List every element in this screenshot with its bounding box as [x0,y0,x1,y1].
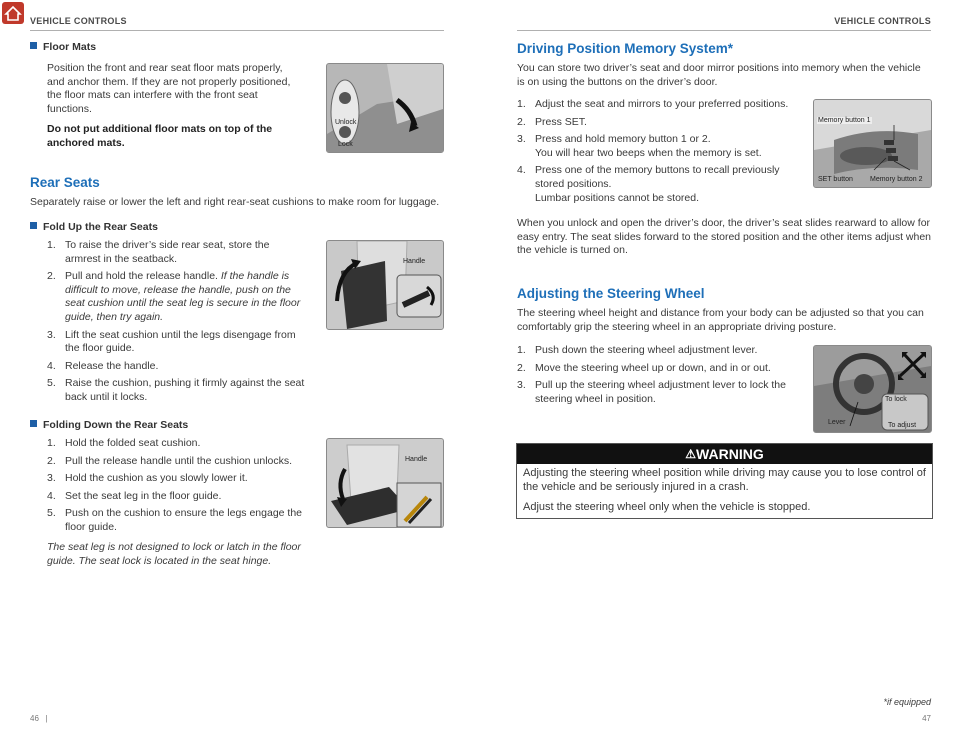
list-item: 5. Push on the cushion to ensure the legs engage the floor guide. [47,507,303,533]
warning-triangle-icon: ⚠ [685,447,697,461]
rear-seats-intro: Separately raise or lower the left and right rear-seat cushions to make room for luggage. [30,196,440,208]
floor-mats-text: Position the front and rear seat floor mats properly, and anchor them. If they are not properly positioned, the floor mats can interfere with the front seat functions. [47,62,291,115]
header-right: VEHICLE CONTROLS [834,16,931,26]
fold-down-steps [47,437,305,539]
list-item: 3. Lift the seat cushion until the legs disengage from the floor guide. [47,328,296,355]
warning-box [516,443,933,519]
steering-steps [517,344,799,410]
memory-intro: You can store two driver’s seat and door mirror positions into memory when the vehicle is on using the buttons on the driver’s door. [517,62,921,88]
fold-up-handle-label: Handle [403,258,426,265]
unlock-label: Unlock [335,119,357,126]
floor-mats-heading: Floor Mats [30,41,96,53]
list-item: 4. Set the seat leg in the floor guide. [47,489,222,502]
fold-down-heading: Folding Down the Rear Seats [30,419,188,431]
steering-intro: The steering wheel height and distance from your body can be adjusted so that you can comfortably grip the steering wheel in an appropriate driving posture. [517,307,924,333]
header-divider-right [517,30,931,31]
list-item: 4. Release the handle. [47,359,159,372]
memory-title: Driving Position Memory System* [517,41,734,56]
floor-mats-warning: Do not put additional floor mats on top of the anchored mats. [47,123,273,149]
list-item: 3. Press and hold memory button 1 or 2. You will hear two beeps when the memory is set. [517,133,762,159]
home-icon[interactable] [2,2,24,24]
list-item: 3. Pull up the steering wheel adjustment lever to lock the steering wheel in position. [517,379,786,405]
list-item: 2. Move the steering wheel up or down, and in or out. [517,361,771,374]
memory-button-2-label: Memory button 2 [870,176,923,183]
steering-title: Adjusting the Steering Wheel [517,286,705,301]
list-item: 1. Push down the steering wheel adjustment lever. [517,344,758,356]
memory-buttons-image [813,99,932,188]
list-item: 2. Pull and hold the release handle. If the handle is difficult to move, release the handle, push on the seat cushion until the seat leg is secure in the floor guide, then try again. [47,270,301,323]
to-lock-label: To lock [885,396,907,403]
memory-after: When you unlock and open the driver’s door, the driver’s seat slides rearward to allow for easy entry. The seat slides forward to the stored position and the other items adjust when the vehicle is turned on. [517,217,932,257]
fold-up-steps [47,239,305,409]
list-item: 2. Press SET. [517,115,587,128]
floor-mat-anchor-image [326,63,444,153]
left-page-number: 46 | [30,714,48,723]
list-item: 4. Press one of the memory buttons to recall previously stored positions. Lumbar positions cannot be stored. [517,164,780,204]
lever-label: Lever [828,419,846,426]
if-equipped-note: *if equipped [883,697,931,707]
list-item: 5. Raise the cushion, pushing it firmly against the seat back until it locks. [47,377,305,403]
fold-up-heading: Fold Up the Rear Seats [30,221,158,233]
fold-down-handle-label: Handle [405,456,428,463]
right-page-number: 47 [922,714,931,723]
list-item: 1. To raise the driver’s side rear seat, store the armrest in the seatback. [47,239,270,265]
memory-steps [517,98,799,209]
list-item: 1. Adjust the seat and mirrors to your preferred positions. [517,98,789,110]
fold-down-note: The seat leg is not designed to lock or latch in the floor guide. The seat lock is located in the seat hinge. [47,541,301,567]
warning-line-1: Adjusting the steering wheel position while driving may cause you to lose control of the vehicle and be seriously injured in a crash. [523,467,926,493]
list-item: 3. Hold the cushion as you slowly lower it. [47,472,248,485]
to-adjust-label: To adjust [888,422,917,429]
header-left: VEHICLE CONTROLS [30,16,127,26]
fold-up-seat-image [326,240,444,330]
lock-label: Lock [338,141,353,148]
rear-seats-title: Rear Seats [30,175,100,190]
warning-line-2: Adjust the steering wheel only when the vehicle is stopped. [523,501,811,513]
header-divider-left [30,30,444,31]
memory-button-1-label: Memory button 1 [818,117,871,124]
set-button-label: SET button [818,176,853,183]
list-item: 2. Pull the release handle until the cushion unlocks. [47,454,293,467]
warning-header: ⚠WARNING [517,444,932,464]
list-item: 1. Hold the folded seat cushion. [47,437,201,449]
fold-down-seat-image [326,438,444,528]
